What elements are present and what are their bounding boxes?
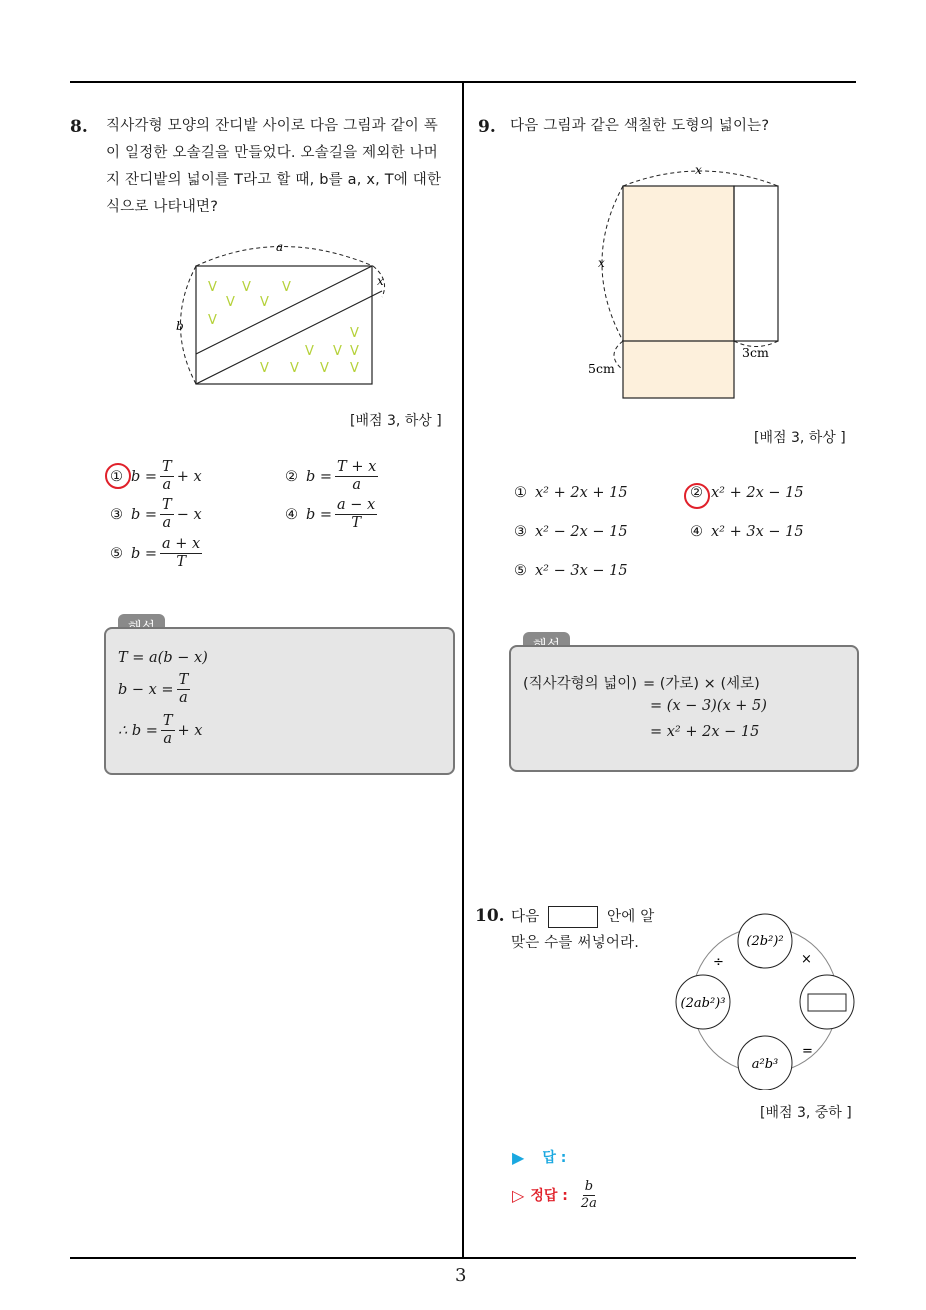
question-9-text: 다음 그림과 같은 색칠한 도형의 넓이는? xyxy=(510,118,770,134)
question-8-line-1: 직사각형 모양의 잔디밭 사이로 다음 그림과 같이 폭 xyxy=(106,118,439,134)
option-expression: x² + 2x − 15 xyxy=(711,485,804,501)
option-lhs: b = xyxy=(306,468,333,485)
option-number: ③ xyxy=(514,524,527,540)
explanation-text: + x xyxy=(177,722,203,739)
fraction-denominator: T xyxy=(351,515,361,532)
node-top-expression: (2b²)² xyxy=(746,934,784,949)
fraction-denominator: 2a xyxy=(580,1195,597,1211)
question-8-figure xyxy=(170,235,395,395)
explanation-text: ∴ b = xyxy=(118,722,158,739)
fraction-numerator: T + x xyxy=(335,460,378,477)
node-bottom-expression: a²b³ xyxy=(751,1057,779,1072)
figure-label-a: a xyxy=(276,240,284,254)
option-number: ② xyxy=(690,485,703,501)
option-tail: − x xyxy=(176,506,202,523)
question-9-number: 9. xyxy=(478,117,496,137)
correct-answer-fraction xyxy=(579,1180,599,1210)
option-tail: + x xyxy=(176,468,202,485)
grass-mark: V xyxy=(350,344,359,359)
fraction-denominator: T xyxy=(176,554,186,571)
operator-divide: ÷ xyxy=(713,955,724,970)
option-number: ⑤ xyxy=(110,545,123,562)
fraction-numerator: a + x xyxy=(160,537,202,554)
option-number: ③ xyxy=(110,506,123,523)
grass-mark: V xyxy=(333,344,342,359)
q8-explanation-line-3 xyxy=(118,714,202,747)
question-9-figure xyxy=(585,160,795,405)
node-left-expression: (2ab²)³ xyxy=(680,996,726,1011)
operator-equals: = xyxy=(802,1044,813,1059)
shaded-region xyxy=(623,186,734,398)
outline-arrow-icon: ▷ xyxy=(512,1185,525,1205)
option-number: ① xyxy=(110,468,123,485)
explanation-fraction xyxy=(177,673,191,706)
option-fraction xyxy=(160,537,202,570)
question-10-line-2: 맞은 수를 써넣어라. xyxy=(511,935,640,951)
correct-answer-label: 정답 : xyxy=(530,1188,568,1205)
figure-label-x-top: x xyxy=(695,163,702,177)
q8-option-5[interactable] xyxy=(110,537,205,570)
explanation-text: (직사각형의 넓이) xyxy=(523,676,637,692)
grass-mark: V xyxy=(208,280,217,295)
option-expression: x² + 2x + 15 xyxy=(535,485,628,501)
question-10-figure xyxy=(668,910,860,1090)
explanation-text: = (x − 3)(x + 5) xyxy=(650,698,767,714)
grass-mark: V xyxy=(282,280,291,295)
q9-option-3[interactable] xyxy=(514,524,628,540)
grass-mark: V xyxy=(260,361,269,376)
option-expression: x² − 3x − 15 xyxy=(535,563,628,579)
grass-mark: V xyxy=(242,280,251,295)
option-number: ⑤ xyxy=(514,563,527,579)
grass-mark: V xyxy=(290,361,299,376)
fraction-denominator: a xyxy=(352,477,361,494)
fraction-numerator: a − x xyxy=(335,498,377,515)
option-fraction xyxy=(335,498,377,531)
q8-option-3[interactable] xyxy=(110,498,202,531)
q10-text-after: 안에 알 xyxy=(607,909,655,925)
explanation-text: = (가로) × (세로) xyxy=(642,676,760,692)
q9-option-1[interactable] xyxy=(514,485,628,501)
option-number: ④ xyxy=(285,506,298,523)
question-8-number: 8. xyxy=(70,117,88,137)
question-8-line-2: 이 일정한 오솔길을 만들었다. 오솔길을 제외한 나머 xyxy=(106,145,439,161)
question-10-number: 10. xyxy=(475,906,505,926)
option-number: ④ xyxy=(690,524,703,540)
fraction-denominator: a xyxy=(179,690,188,707)
explanation-text: b − x = xyxy=(118,681,174,698)
figure-label-5cm: 5cm xyxy=(588,361,615,376)
fraction-numerator: T xyxy=(160,460,174,477)
option-fraction xyxy=(335,460,378,493)
figure-label-b: b xyxy=(176,319,184,333)
figure-label-3cm: 3cm xyxy=(742,345,769,360)
fraction-denominator: a xyxy=(162,477,172,494)
grass-mark: V xyxy=(226,295,235,310)
option-lhs: b = xyxy=(131,468,158,485)
grass-mark: V xyxy=(260,295,269,310)
grass-mark: V xyxy=(350,361,359,376)
circle-blank-box xyxy=(808,994,846,1011)
q10-text-before: 다음 xyxy=(511,909,540,925)
explanation-text: = x² + 2x − 15 xyxy=(650,724,760,740)
question-10-score: [배점 3, 중하 ] xyxy=(760,1105,852,1121)
q9-option-2[interactable] xyxy=(690,485,804,501)
option-expression: x² + 3x − 15 xyxy=(711,524,804,540)
option-lhs: b = xyxy=(131,545,158,562)
operator-multiply: × xyxy=(801,952,812,967)
q8-option-4[interactable] xyxy=(285,498,380,531)
option-number: ① xyxy=(514,485,527,501)
answer-row xyxy=(512,1147,566,1167)
q8-option-2[interactable] xyxy=(285,460,381,493)
question-10-line-1 xyxy=(511,904,654,931)
blank-answer-box[interactable] xyxy=(548,906,598,928)
figure-label-x: x xyxy=(377,274,384,288)
grass-mark: V xyxy=(305,344,314,359)
option-expression: x² − 2x − 15 xyxy=(535,524,628,540)
question-8-line-3: 지 잔디밭의 넓이를 T라고 할 때, b를 a, x, T에 대한 xyxy=(106,172,442,188)
option-fraction xyxy=(160,498,174,531)
column-divider xyxy=(462,81,464,1258)
page-number: 3 xyxy=(455,1265,467,1286)
q9-explanation-line-1 xyxy=(523,672,760,693)
explanation-fraction xyxy=(161,714,175,747)
q8-option-1[interactable] xyxy=(110,460,202,493)
explanation-text: T = a(b − x) xyxy=(118,650,208,666)
option-fraction xyxy=(160,460,174,493)
option-number: ② xyxy=(285,468,298,485)
question-8-text xyxy=(106,113,458,221)
answer-label: 답 : xyxy=(542,1150,567,1166)
play-arrow-icon: ▶ xyxy=(512,1147,525,1167)
question-8-score: [배점 3, 하상 ] xyxy=(350,413,442,429)
correct-answer-row xyxy=(512,1180,602,1210)
fraction-numerator: T xyxy=(177,673,191,690)
question-9-score: [배점 3, 하상 ] xyxy=(754,430,846,446)
grass-mark: V xyxy=(320,361,329,376)
q9-explanation-line-3 xyxy=(650,724,759,740)
q9-option-4[interactable] xyxy=(690,524,804,540)
q9-option-5[interactable] xyxy=(514,563,628,579)
option-lhs: b = xyxy=(131,506,158,523)
option-lhs: b = xyxy=(306,506,333,523)
fraction-numerator: T xyxy=(160,498,174,515)
q8-explanation-line-2 xyxy=(118,673,193,706)
q8-explanation-line-1 xyxy=(118,650,208,666)
question-8-line-4: 식으로 나타내면? xyxy=(106,199,219,215)
grass-mark: V xyxy=(350,326,359,341)
figure-label-x-left: x xyxy=(598,256,605,270)
fraction-denominator: a xyxy=(163,731,173,748)
grass-mark: V xyxy=(208,313,217,328)
fraction-denominator: a xyxy=(162,515,172,532)
fraction-numerator: T xyxy=(161,714,175,731)
fraction-numerator: b xyxy=(584,1179,594,1194)
q9-explanation-line-2 xyxy=(650,698,767,714)
